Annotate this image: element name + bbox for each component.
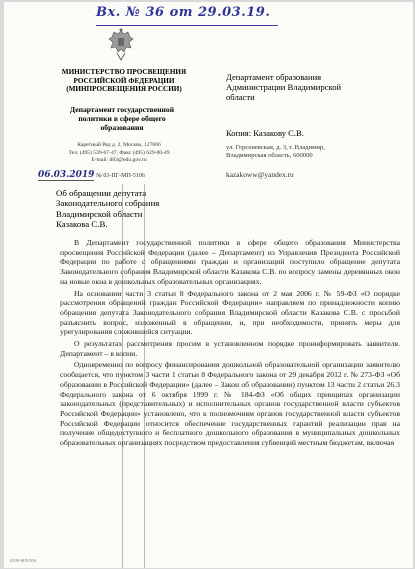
body-paragraph: В Департамент государственной политики в сфере общего образования Министерства просвещения Российской Федерации (далее – Департамент) из Управления Президента Российской Федерации по работе с обращениями граждан и организаций поступило обращение депутата Законодательного собрания Владимирской области Казакова С.В. по вопросу замены деревянных окон на новые окна в дошкольных образовательных организациях. xyxy=(60,238,400,286)
copy-recipient: Копия: Казакову С.В. xyxy=(226,128,304,138)
registration-date: 06.03.2019 xyxy=(38,170,95,180)
body-paragraph: Одновременно по вопросу финансирования дошкольной образовательной организации заявителю сообщается, что пунктом 3 части 1 статьи 8 Федерального закона от 29 декабря 2012 г. № 273-ФЗ «Об образовании в Российской Федерации» (далее – Закон об образовании) пунктом 13 части 2 статьи 26.3 Федерального закона от 6 октября 1999 г. № 184-ФЗ «Об общих принципах организации законодательных (представительных) и исполнительных органов государственной власти субъектов Российской Федерации» установлено, что к полномочиям органов государственной власти субъектов Российской Федерации относится обеспечение государственных гарантий реализации прав на получение общедоступного и бесплатного дошкольного образования в муниципальных дошкольных образовательных организациях посредством предоставления субвенций местным бюджетам, включая xyxy=(60,360,400,448)
letter-subject: Об обращении депутата Законодательного собрания Владимирской области Казакова С.В. xyxy=(56,188,160,230)
body-paragraph: На основании части 3 статьи 8 Федерального закона от 2 мая 2006 г. № 59-ФЗ «О порядке рассмотрения обращений граждан Российской Федерации» направляем по принадлежности копию обращения депутата Законодательного собрания Владимирской области Казакова С.В. с просьбой разъяснить вопрос, изложенный в обращении, и, при необходимости, принять меры для урегулирования сложившейся ситуации. xyxy=(60,288,400,337)
document-footer-code: 0100-МП-506 xyxy=(10,558,36,563)
department-name: Департамент государственной политики в сфере общего образования xyxy=(69,105,175,132)
sender-contacts: Каретный Ряд д. 2, Москва, 127006 Тел. (495) 539-67-47, Факс (495) 629-00-49 E-mail: d03@edu.gov.ru xyxy=(68,142,170,163)
coat-of-arms-icon xyxy=(108,28,134,62)
ministry-name: МИНИСТЕРСТВО ПРОСВЕЩЕНИЯ РОССИЙСКОЙ ФЕДЕРАЦИИ (МИНПРОСВЕЩЕНИЯ РОССИИ) xyxy=(61,68,187,94)
registration-number: № 03-ПГ-МП-5106 xyxy=(96,173,145,179)
letter-page xyxy=(4,2,413,568)
body-paragraph: О результатах рассмотрения просим в установленном порядке проинформировать заявителя. Департамент – в копии. xyxy=(60,339,400,358)
incoming-registration-stamp: Вх. № 36 от 29.03.19. xyxy=(96,5,278,26)
recipient-address: Департамент образования Администрации Владимирской области xyxy=(226,72,342,103)
letter-body xyxy=(60,238,400,450)
registration-line xyxy=(38,170,228,181)
copy-recipient-address: ул. Горсеневская, д. 3, г. Владимир, Владимирская область, 600000 xyxy=(226,144,325,159)
copy-recipient-email: kazakoww@yandex.ru xyxy=(226,170,294,179)
